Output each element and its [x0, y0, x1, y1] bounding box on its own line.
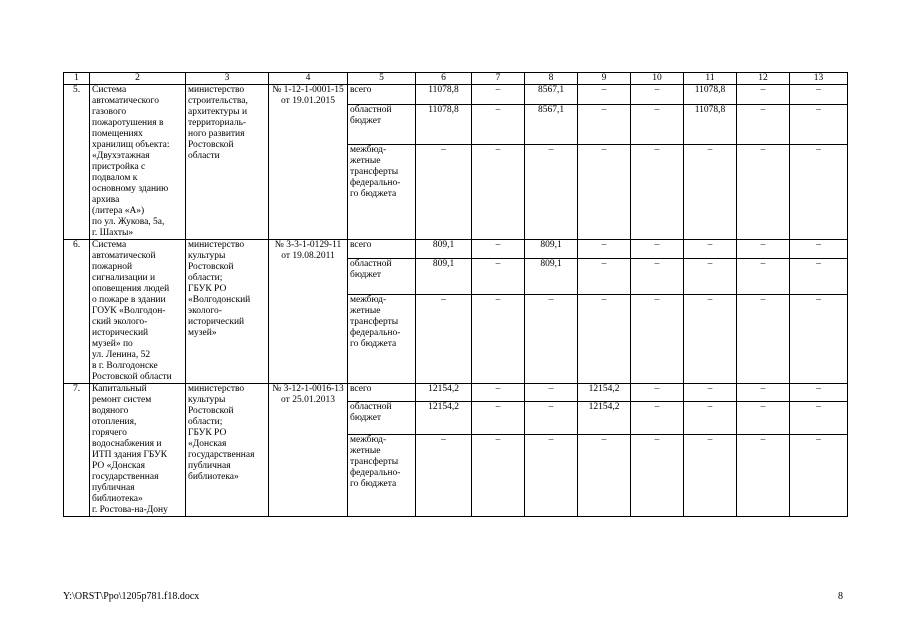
funding-source: областной бюджет	[348, 258, 416, 294]
amount-cell: –	[684, 401, 737, 435]
col-header: 11	[684, 73, 737, 85]
amount-cell: –	[525, 144, 578, 239]
amount-cell: –	[631, 85, 684, 105]
column-number-row	[64, 73, 848, 85]
amount-cell: 12154,2	[578, 384, 631, 402]
item-number: 5.	[64, 85, 90, 240]
amount-cell: –	[737, 435, 790, 517]
funding-source: областной бюджет	[348, 401, 416, 435]
table-row	[64, 240, 848, 259]
amount-cell: –	[578, 258, 631, 294]
amount-cell: –	[737, 295, 790, 384]
amount-cell: 809,1	[525, 240, 578, 259]
col-header: 9	[578, 73, 631, 85]
amount-cell: –	[472, 144, 525, 239]
amount-cell: –	[737, 401, 790, 435]
amount-cell: –	[472, 295, 525, 384]
col-header: 1	[64, 73, 90, 85]
funding-source: межбюд- жетные трансферты федерально- го бюджета	[348, 144, 416, 239]
amount-cell: –	[737, 85, 790, 105]
amount-cell: –	[578, 295, 631, 384]
funding-source: всего	[348, 384, 416, 402]
amount-cell: 8567,1	[525, 85, 578, 105]
col-header: 12	[737, 73, 790, 85]
amount-cell: –	[790, 435, 848, 517]
amount-cell: –	[525, 401, 578, 435]
amount-cell: 809,1	[416, 258, 472, 294]
amount-cell: –	[631, 295, 684, 384]
amount-cell: –	[578, 105, 631, 144]
amount-cell: –	[472, 240, 525, 259]
amount-cell: –	[684, 144, 737, 239]
funding-source: всего	[348, 85, 416, 105]
amount-cell: –	[790, 384, 848, 402]
amount-cell: –	[578, 435, 631, 517]
amount-cell: –	[737, 144, 790, 239]
funding-source: межбюд- жетные трансферты федерально- го бюджета	[348, 435, 416, 517]
item-number: 6.	[64, 240, 90, 384]
table-row	[64, 85, 848, 105]
item-number: 7.	[64, 384, 90, 517]
col-header: 3	[186, 73, 269, 85]
object-name: Система автоматического газового пожаротушения в помещениях хранилищ объекта: «Двухэтажная пристройка с подвалом к основному зданию архива (литера «А») по ул. Жукова, 5а, г. Шахты»	[90, 85, 186, 240]
amount-cell: –	[790, 240, 848, 259]
amount-cell: –	[631, 401, 684, 435]
amount-cell: –	[737, 105, 790, 144]
amount-cell: –	[737, 240, 790, 259]
amount-cell: –	[790, 295, 848, 384]
amount-cell: –	[737, 384, 790, 402]
amount-cell: 12154,2	[416, 384, 472, 402]
funding-source: межбюд- жетные трансферты федерально- го бюджета	[348, 295, 416, 384]
responsible-org: министерство культуры Ростовской области; ГБУК РО «Волгодонский эколого- исторический музей»	[186, 240, 269, 384]
amount-cell: –	[684, 295, 737, 384]
amount-cell: 809,1	[525, 258, 578, 294]
amount-cell: –	[790, 144, 848, 239]
amount-cell: –	[525, 384, 578, 402]
col-header: 13	[790, 73, 848, 85]
document-ref: № 3-3-1-0129-11 от 19.08.2011	[269, 240, 348, 384]
amount-cell: –	[684, 435, 737, 517]
col-header: 4	[269, 73, 348, 85]
amount-cell: –	[631, 144, 684, 239]
amount-cell: –	[416, 435, 472, 517]
amount-cell: –	[472, 401, 525, 435]
amount-cell: 12154,2	[416, 401, 472, 435]
amount-cell: –	[631, 435, 684, 517]
budget-table	[63, 72, 848, 517]
amount-cell: –	[472, 258, 525, 294]
amount-cell: –	[578, 144, 631, 239]
amount-cell: –	[737, 258, 790, 294]
amount-cell: –	[472, 85, 525, 105]
amount-cell: –	[416, 144, 472, 239]
amount-cell: –	[525, 435, 578, 517]
document-ref: № 1-12-1-0001-15 от 19.01.2015	[269, 85, 348, 240]
amount-cell: –	[684, 258, 737, 294]
table-row	[64, 384, 848, 402]
amount-cell: 11078,8	[416, 85, 472, 105]
page-number: 8	[838, 591, 843, 602]
document-ref: № 3-12-1-0016-13 от 25.01.2013	[269, 384, 348, 517]
amount-cell: –	[790, 105, 848, 144]
col-header: 5	[348, 73, 416, 85]
amount-cell: –	[416, 295, 472, 384]
amount-cell: –	[631, 240, 684, 259]
responsible-org: министерство культуры Ростовской области; ГБУК РО «Донская государственная публичная библиотека»	[186, 384, 269, 517]
amount-cell: –	[578, 240, 631, 259]
funding-source: всего	[348, 240, 416, 259]
amount-cell: –	[790, 401, 848, 435]
amount-cell: –	[631, 258, 684, 294]
amount-cell: –	[472, 105, 525, 144]
amount-cell: 12154,2	[578, 401, 631, 435]
col-header: 2	[90, 73, 186, 85]
object-name: Капитальный ремонт систем водяного отопления, горячего водоснабжения и ИТП здания ГБУК РО «Донская государственная публичная библиотека» г. Ростова-на-Дону	[90, 384, 186, 517]
col-header: 6	[416, 73, 472, 85]
funding-source: областной бюджет	[348, 105, 416, 144]
object-name: Система автоматической пожарной сигнализации и оповещения людей о пожаре в здании ГОУК «Волгодон- ский эколого- исторический музей» по ул. Ленина, 52 в г. Волгодонске Ростовской области	[90, 240, 186, 384]
amount-cell: –	[525, 295, 578, 384]
amount-cell: –	[631, 384, 684, 402]
amount-cell: –	[472, 384, 525, 402]
amount-cell: 809,1	[416, 240, 472, 259]
amount-cell: –	[631, 105, 684, 144]
col-header: 8	[525, 73, 578, 85]
col-header: 10	[631, 73, 684, 85]
amount-cell: –	[790, 85, 848, 105]
amount-cell: –	[684, 240, 737, 259]
amount-cell: –	[578, 85, 631, 105]
amount-cell: 11078,8	[416, 105, 472, 144]
amount-cell: –	[684, 384, 737, 402]
col-header: 7	[472, 73, 525, 85]
file-path-footer: Y:\ORST\Ppo\1205p781.f18.docx	[63, 591, 200, 602]
amount-cell: 11078,8	[684, 85, 737, 105]
amount-cell: –	[790, 258, 848, 294]
amount-cell: –	[472, 435, 525, 517]
amount-cell: 11078,8	[684, 105, 737, 144]
responsible-org: министерство строительства, архитектуры и территориаль- ного развития Ростовской области	[186, 85, 269, 240]
amount-cell: 8567,1	[525, 105, 578, 144]
